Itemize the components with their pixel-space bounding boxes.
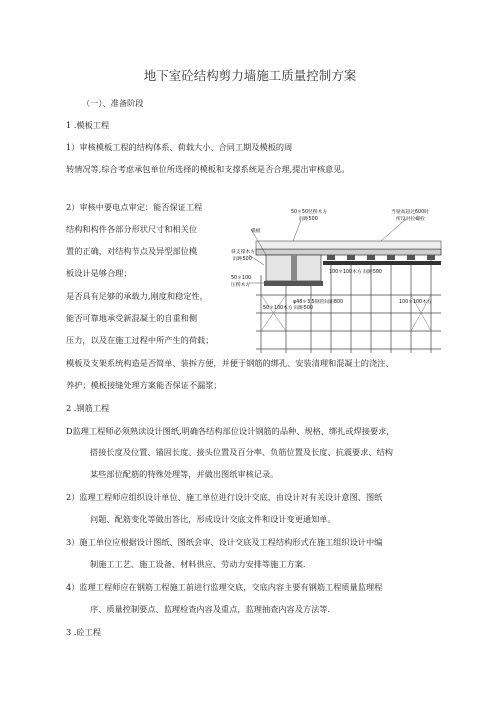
formwork-section-diagram	[231, 205, 443, 353]
label-formwork: 模板	[251, 229, 261, 234]
paragraph-line: 压力，以及在施工过程中所产生的荷载；	[66, 335, 214, 345]
label-right-2: 所设对拉螺栓	[396, 217, 425, 222]
list-item-line: 4）监理工程师应在钢筋工程施工前进行监理交底，交底内容主要有钢筋工程质量监理程	[66, 582, 383, 592]
label-left-timber: 50＊100	[231, 276, 252, 281]
paragraph-line: 是否具有足够的承载力,刚度和稳定性，	[66, 291, 208, 301]
beam-bottom-timber	[264, 281, 323, 286]
paragraph-line: 能否可靠地承受新混凝土的自重和侧	[66, 313, 198, 323]
heading-concrete: 3 .砼工程	[66, 627, 101, 637]
label-left-timber-2: 压楞木方	[231, 283, 251, 288]
list-item-line: 3）施工单位应根据设计图纸、图纸会审、设计交底及工程结构形式在施工组织设计中编	[66, 537, 383, 547]
slab-formwork	[256, 249, 441, 255]
paragraph-line: 模板及支架系统构造是否简单、装拆方便，并便于钢筋的绑孔、安装清理和混凝土的浇注、	[66, 358, 394, 368]
paragraph-line: 板设计是够合理；	[66, 268, 132, 278]
paragraph-line: 转情况等,综合考虑承包单位所选择的模板和支撑系统是否合理,提出审核意见。	[66, 164, 350, 174]
label-right: 当梁高超过600时	[391, 210, 429, 215]
heading-formwork: 1 .模板工程	[66, 120, 110, 130]
heading-rebar: 2 .钢筋工程	[66, 403, 110, 413]
timber-joists	[327, 255, 435, 260]
steel-pipe-beam	[323, 261, 441, 265]
concrete-slab	[256, 241, 441, 249]
label-side-brace: 斜支撑木方	[231, 250, 255, 255]
paragraph-line: 置的正确，对结构节点及异型部位模	[66, 246, 198, 256]
paragraph-line: 1）审核模板工程的结构体系、荷载大小、合同工期及模板的周	[66, 142, 293, 152]
list-item-line: 搭接长度及位置、锚固长度、接头位置及百分率、负筋位置及长度、抗震要求、结构	[90, 447, 393, 457]
label-side-spacing: 间距500	[233, 257, 252, 262]
paragraph-line: 2）审核中要电点审定：能否保证工程	[66, 202, 203, 212]
list-item-line: 制施工工艺、施工设备、材料供应、劳动力安排等施工方案.	[90, 559, 306, 569]
list-item-line: 问题、配筋变化等做出答比，形成设计交底文件和设计变更通知单。	[90, 514, 336, 524]
label-top-spacing: 间距500	[299, 217, 318, 222]
section-heading-preparation: （一）、准备阶段	[82, 98, 144, 108]
document-title: 地下室砼结构剪力墙施工质量控制方案	[143, 68, 357, 83]
list-item-line: 序、质量控制要点、监理检查内容及重点，监理抽查内容及方法等.	[90, 604, 331, 614]
list-item-line: 某些部位配筋的特殊处理等，并做出图纸审核记录。	[90, 469, 279, 479]
paragraph-line: 结构和构件各部分形状尺寸和相关位	[66, 224, 198, 234]
label-pipe: φ48＊3.5钢管间距800	[293, 300, 344, 305]
list-item-line: 2）监理工程师应组织设计单位、施工单位进行设计交底，由设计对有关设计意图、图纸	[66, 492, 383, 502]
label-bottom-right: 100＊100木方	[399, 300, 432, 305]
label-top: 50＊50竖楞木方	[291, 210, 328, 215]
list-item-line: D监理工程师必须熟读设计图纸,明确各结构部位设计钢筋的品种、规格、绑扎或焊接要求，	[66, 426, 395, 436]
tie-bolt	[291, 255, 297, 281]
label-bottom-timber: 50＊100木方 间距500	[263, 306, 313, 311]
paragraph-line: 养护；模板接缝处理方案能否保证不漏浆；	[66, 380, 222, 390]
label-mid-timber: 100＊100木方 间距500	[329, 270, 382, 275]
